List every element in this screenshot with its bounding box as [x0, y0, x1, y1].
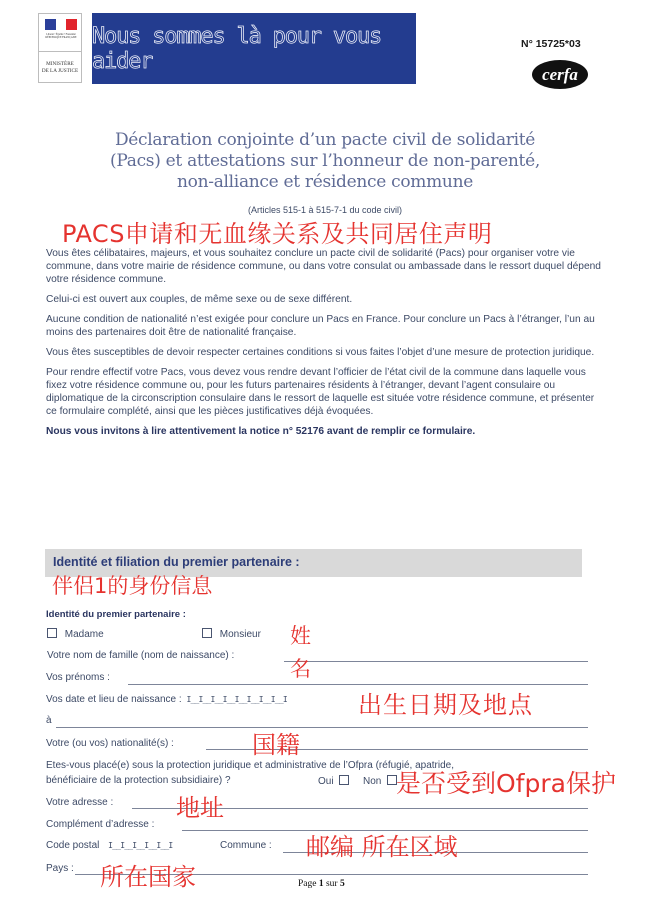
- birth-label: Vos date et lieu de naissance :: [46, 694, 182, 705]
- intro-paragraph: Aucune condition de nationalité n’est exigée pour conclure un Pacs en France. Pour conclure un Pacs à l’étranger, l’un au moins des partenaires doit être de nationalité française.: [46, 314, 595, 338]
- commune-label: Commune :: [220, 840, 272, 851]
- document-title: [40, 130, 610, 193]
- annotation-title: PACS申请和无血缘关系及共同居住声明: [62, 220, 493, 248]
- ofpra-non-option[interactable]: [363, 775, 397, 787]
- ministry-line1: MINISTÈRE: [46, 61, 74, 67]
- country-label: Pays :: [46, 863, 74, 874]
- birth-place-field[interactable]: [56, 727, 588, 728]
- birth-date-field[interactable]: I__I__I__I__I__I__I__I__I: [186, 695, 287, 704]
- intro-text: [46, 247, 606, 445]
- family-name-label: Votre nom de famille (nom de naissance) :: [47, 650, 235, 661]
- annotation-address: 地址: [176, 794, 224, 822]
- page-current: 1: [318, 879, 324, 889]
- ministry-logo: [38, 13, 82, 83]
- subsection-title: Identité du premier partenaire :: [46, 609, 186, 620]
- title-line-2: (Pacs) et attestations sur l’honneur de non-parenté,: [110, 151, 540, 171]
- family-name-field[interactable]: [284, 661, 588, 662]
- birth-place-label: à: [46, 715, 52, 726]
- title-line-3: non-alliance et résidence commune: [177, 172, 473, 192]
- annotation-surname: 姓: [290, 624, 311, 648]
- ofpra-question-line2: bénéficiaire de la protection subsidiaire) ?: [46, 775, 231, 786]
- madame-option[interactable]: [47, 628, 104, 640]
- first-names-label: Vos prénoms :: [46, 672, 110, 683]
- republic-motto: Liberté • Égalité • Fraternité: [46, 33, 76, 36]
- help-banner: [92, 13, 416, 84]
- address-label: Votre adresse :: [46, 797, 114, 808]
- notice-reminder: Nous vous invitons à lire attentivement la notice n° 52176 avant de remplir ce formulaire.: [46, 426, 476, 437]
- page-prefix: Page: [298, 879, 317, 889]
- section-title: Identité et filiation du premier partenaire :: [53, 555, 300, 569]
- annotation-ofpra: 是否受到Ofpra保护: [396, 769, 616, 798]
- madame-label: Madame: [64, 629, 104, 640]
- page-indicator: [298, 879, 345, 889]
- ofpra-question-line1: Etes-vous placé(e) sous la protection juridique et administrative de l’Ofpra (réfugié, apatride,: [46, 760, 454, 771]
- intro-paragraph: Vous êtes célibataires, majeurs, et vous souhaitez conclure un pacte civil de solidarité (Pacs) pour organiser votre vie commune, dans votre mairie de résidence commune, ou dans votre consulat ou ambassade dans le ressort duquel dépend votre résidence commune.: [46, 248, 601, 285]
- page-total: 5: [339, 879, 345, 889]
- postal-code-field[interactable]: I__I__I__I__I__I: [108, 841, 173, 850]
- logo-divider: [39, 51, 81, 52]
- cerfa-number: N° 15725*03: [521, 38, 581, 50]
- title-line-1: Déclaration conjointe d’un pacte civil de solidarité: [114, 130, 536, 150]
- monsieur-label: Monsieur: [219, 629, 261, 640]
- madame-checkbox[interactable]: [47, 628, 57, 638]
- annotation-country: 所在国家: [100, 863, 196, 891]
- banner-text: Nous sommes là pour vous aider: [92, 23, 382, 74]
- republic-name: RÉPUBLIQUE FRANÇAISE: [45, 36, 77, 39]
- annotation-nationality: 国籍: [252, 731, 300, 759]
- ministry-line2: DE LA JUSTICE: [41, 68, 79, 74]
- oui-label: Oui: [318, 776, 334, 787]
- non-label: Non: [363, 776, 382, 787]
- address-complement-label: Complément d’adresse :: [46, 819, 155, 830]
- intro-paragraph: Pour rendre effectif votre Pacs, vous devez vous rendre devant l’officier de l’état civil de la commune dans laquelle vous fixez votre résidence commune ou, pour les futurs partenaires résidents à l’étranger, devant l’agent consulaire ou diplomatique de la circonscription consulaire dans le ressort de laquelle est située votre résidence commune, et présenter ce formulaire complété, ainsi que les pièces justificatives déjà évoquées.: [46, 367, 595, 417]
- postal-code-label: Code postal: [46, 840, 100, 851]
- annotation-section: 伴侣1的身份信息: [52, 574, 213, 598]
- annotation-given-name: 名: [290, 657, 311, 681]
- monsieur-option[interactable]: [202, 628, 261, 640]
- marianne-flag-icon: [45, 19, 77, 30]
- intro-paragraph: Celui-ci est ouvert aux couples, de même sexe ou de sexe différent.: [46, 294, 353, 305]
- intro-paragraph: Vous êtes susceptibles de devoir respecter certaines conditions si vous faites l’objet d’une mesure de protection juridique.: [46, 347, 595, 358]
- oui-checkbox[interactable]: [339, 775, 349, 785]
- monsieur-checkbox[interactable]: [202, 628, 212, 638]
- annotation-postal-commune: 邮编 所在区域: [306, 833, 458, 861]
- nationality-label: Votre (ou vos) nationalité(s) :: [46, 738, 174, 749]
- articles-reference: (Articles 515-1 à 515-7-1 du code civil): [247, 205, 403, 215]
- annotation-birth: 出生日期及地点: [358, 691, 533, 719]
- ofpra-oui-option[interactable]: [318, 775, 349, 787]
- page-separator: sur: [325, 879, 338, 889]
- cerfa-logo: cerfa: [532, 60, 588, 89]
